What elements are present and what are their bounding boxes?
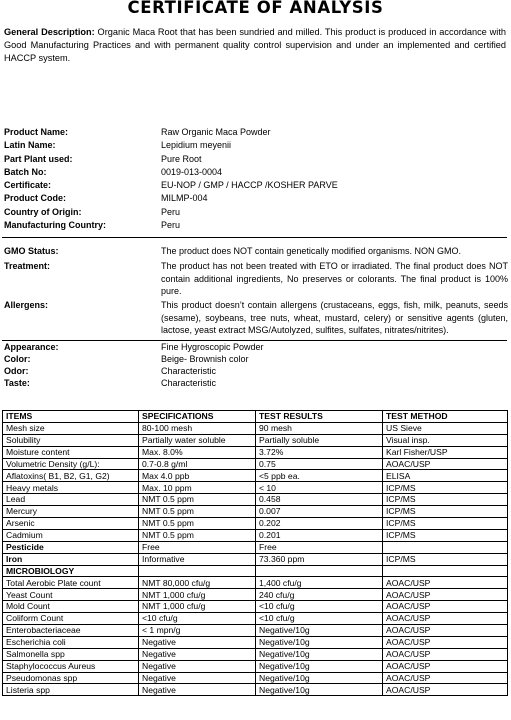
product-info-value: Raw Organic Maca Powder <box>161 127 271 137</box>
table-row <box>3 434 508 446</box>
specification-cell: 0.7-0.8 g/ml <box>139 458 256 470</box>
test-result-cell: Negative/10g <box>256 684 383 696</box>
item-cell: MICROBIOLOGY <box>3 565 139 577</box>
test-method-cell: AOAC/USP <box>383 660 508 672</box>
test-method-cell: AOAC/USP <box>383 672 508 684</box>
specification-cell: Max. 10 ppm <box>139 482 256 494</box>
table-row <box>3 648 508 660</box>
allergens-label: Allergens: <box>4 300 49 310</box>
specification-cell: Max. 8.0% <box>139 446 256 458</box>
table-row <box>3 422 508 434</box>
test-result-cell: Negative/10g <box>256 636 383 648</box>
organoleptic-label: Taste: <box>4 377 30 388</box>
table-row <box>3 613 508 625</box>
specification-cell: NMT 0.5 ppm <box>139 506 256 518</box>
gmo-status-label: GMO Status: <box>4 246 59 256</box>
test-method-cell: AOAC/USP <box>383 577 508 589</box>
test-method-cell: AOAC/USP <box>383 589 508 601</box>
table-row <box>3 684 508 696</box>
test-result-cell: 240 cfu/g <box>256 589 383 601</box>
organoleptic-value: Fine Hygroscopic Powder <box>161 342 264 352</box>
test-result-cell: <10 cfu/g <box>256 613 383 625</box>
organoleptic-value: Characteristic <box>161 377 217 388</box>
table-row <box>3 589 508 601</box>
product-info-row <box>4 153 508 166</box>
table-row <box>3 494 508 506</box>
specification-cell <box>139 565 256 577</box>
product-info-row <box>4 139 508 152</box>
test-method-cell: AOAC/USP <box>383 458 508 470</box>
table-row <box>3 446 508 458</box>
test-result-cell: <10 cfu/g <box>256 601 383 613</box>
test-result-cell: 0.007 <box>256 506 383 518</box>
organoleptic-value: Characteristic <box>161 365 217 376</box>
item-cell: Enterobacteriaceae <box>3 625 139 637</box>
test-method-cell: ICP/MS <box>383 506 508 518</box>
specification-cell: Max 4.0 ppb <box>139 470 256 482</box>
organoleptic-row <box>4 342 508 354</box>
test-result-cell <box>256 565 383 577</box>
gmo-status-value: The product does NOT contain genetically modified organisms. NON GMO. <box>161 246 461 256</box>
table-row <box>3 601 508 613</box>
product-info-label: Batch No: <box>4 166 47 177</box>
treatment-label: Treatment: <box>4 261 51 271</box>
product-info-value: EU-NOP / GMP / HACCP /KOSHER PARVE <box>161 180 338 191</box>
table-row <box>3 636 508 648</box>
specification-cell: Negative <box>139 636 256 648</box>
column-header-items: ITEMS <box>3 411 139 423</box>
test-result-cell: 0.75 <box>256 458 383 470</box>
organoleptic-list <box>4 342 508 390</box>
test-result-cell: <5 ppb ea. <box>256 470 383 482</box>
table-row <box>3 518 508 530</box>
item-cell: Cadmium <box>3 529 139 541</box>
test-result-cell: Negative/10g <box>256 648 383 660</box>
specification-cell: Negative <box>139 672 256 684</box>
item-cell: Mold Count <box>3 601 139 613</box>
specification-cell: NMT 0.5 ppm <box>139 494 256 506</box>
item-cell: Moisture content <box>3 446 139 458</box>
item-cell: Total Aerobic Plate count <box>3 577 139 589</box>
specification-cell: Partially water soluble <box>139 434 256 446</box>
test-method-cell <box>383 541 508 553</box>
specification-cell: NMT 0.5 ppm <box>139 518 256 530</box>
product-info-label: Part Plant used: <box>4 153 73 164</box>
column-header-test-results: TEST RESULTS <box>256 411 383 423</box>
column-header-specifications: SPECIFICATIONS <box>139 411 256 423</box>
item-cell: Mercury <box>3 506 139 518</box>
organoleptic-row <box>4 354 508 366</box>
table-row <box>3 470 508 482</box>
test-method-cell: AOAC/USP <box>383 684 508 696</box>
item-cell: Volumetric Density (g/L): <box>3 458 139 470</box>
specification-cell: Negative <box>139 648 256 660</box>
item-cell: Pesticide <box>3 541 139 553</box>
divider <box>2 237 507 238</box>
table-row <box>3 672 508 684</box>
test-result-cell: Negative/10g <box>256 672 383 684</box>
product-info-value: Pure Root <box>161 153 202 164</box>
item-cell: Escherichia coli <box>3 636 139 648</box>
table-row <box>3 577 508 589</box>
specification-cell: Negative <box>139 684 256 696</box>
table-row <box>3 529 508 541</box>
test-result-cell: 1,400 cfu/g <box>256 577 383 589</box>
specification-cell: Informative <box>139 553 256 565</box>
divider <box>2 340 507 341</box>
test-method-cell: ICP/MS <box>383 518 508 530</box>
test-result-cell: Free <box>256 541 383 553</box>
test-result-cell: Partially soluble <box>256 434 383 446</box>
test-method-cell: ICP/MS <box>383 482 508 494</box>
product-info-row <box>4 126 508 139</box>
item-cell: Mesh size <box>3 422 139 434</box>
test-result-cell: 0.458 <box>256 494 383 506</box>
specification-cell: Negative <box>139 660 256 672</box>
organoleptic-label: Appearance: <box>4 342 59 352</box>
item-cell: Heavy metals <box>3 482 139 494</box>
test-method-cell: AOAC/USP <box>383 636 508 648</box>
item-cell: Arsenic <box>3 518 139 530</box>
general-description-label: General Description: <box>4 27 95 37</box>
table-row <box>3 565 508 577</box>
organoleptic-label: Odor: <box>4 365 29 376</box>
product-info-list <box>4 126 508 232</box>
test-result-cell: 3.72% <box>256 446 383 458</box>
treatment-value: The product has not been treated with ETO or irradiated. The final product does NOT contain additional ingredients, No preserves or colorants. The final product is 100% pure. <box>161 261 508 297</box>
general-description-text: Organic Maca Root that has been sundried and milled. This product is produced in accordance with Good Manufacturing Practices and with permanent quality control supervision and under an implemented and certified HACCP system. <box>4 27 506 63</box>
test-method-cell <box>383 565 508 577</box>
item-cell: Pseudomonas spp <box>3 672 139 684</box>
table-row <box>3 541 508 553</box>
product-info-row <box>4 166 508 179</box>
analysis-table <box>2 410 508 696</box>
item-cell: Lead <box>3 494 139 506</box>
general-description <box>4 26 506 65</box>
table-body <box>3 422 508 695</box>
test-result-cell: Negative/10g <box>256 625 383 637</box>
item-cell: Aflatoxins( B1, B2, G1, G2) <box>3 470 139 482</box>
allergens-value: This product doesn’t contain allergens (crustaceans, eggs, fish, milk, peanuts, seeds (sesame), soybeans, tree nuts, wheat, mustard, celery) or sensitive agents (gluten, lactose, yeast extract MSG/Autolyzed, sulfites, sulfates, nitrates/nitrites). <box>161 300 508 336</box>
product-info-label: Latin Name: <box>4 140 56 151</box>
test-method-cell: ICP/MS <box>383 529 508 541</box>
test-result-cell: 90 mesh <box>256 422 383 434</box>
table-row <box>3 506 508 518</box>
test-method-cell: ELISA <box>383 470 508 482</box>
product-info-value: MILMP-004 <box>161 193 208 204</box>
gmo-status <box>4 245 508 258</box>
table-header-row <box>3 411 508 423</box>
test-result-cell: Negative/10g <box>256 660 383 672</box>
specification-cell: 80-100 mesh <box>139 422 256 434</box>
product-info-value: Peru <box>161 206 181 217</box>
product-info-value: Peru <box>161 220 181 231</box>
allergens <box>4 299 508 337</box>
test-method-cell: AOAC/USP <box>383 613 508 625</box>
item-cell: Solubility <box>3 434 139 446</box>
table-row <box>3 458 508 470</box>
table-row <box>3 625 508 637</box>
test-method-cell: Visual insp. <box>383 434 508 446</box>
organoleptic-row <box>4 366 508 378</box>
product-info-value: Lepidium meyenii <box>161 140 232 151</box>
table-row <box>3 660 508 672</box>
test-method-cell: AOAC/USP <box>383 625 508 637</box>
test-result-cell: 0.201 <box>256 529 383 541</box>
table-row <box>3 553 508 565</box>
organoleptic-row <box>4 378 508 390</box>
test-method-cell: ICP/MS <box>383 494 508 506</box>
table-row <box>3 482 508 494</box>
test-method-cell: AOAC/USP <box>383 648 508 660</box>
specification-cell: Free <box>139 541 256 553</box>
specification-cell: NMT 1,000 cfu/g <box>139 589 256 601</box>
specification-cell: NMT 80,000 cfu/g <box>139 577 256 589</box>
item-cell: Staphylococcus Aureus <box>3 660 139 672</box>
column-header-test-method: TEST METHOD <box>383 411 508 423</box>
product-info-row <box>4 219 508 232</box>
organoleptic-value: Beige- Brownish color <box>161 353 249 364</box>
product-info-value: 0019-013-0004 <box>161 166 223 177</box>
test-method-cell: Karl Fisher/USP <box>383 446 508 458</box>
document-title: CERTIFICATE OF ANALYSIS <box>127 0 384 17</box>
test-result-cell: 73.360 ppm <box>256 553 383 565</box>
test-result-cell: 0.202 <box>256 518 383 530</box>
test-method-cell: ICP/MS <box>383 553 508 565</box>
item-cell: Salmonella spp <box>3 648 139 660</box>
product-info-label: Product Name: <box>4 127 69 137</box>
item-cell: Listeria spp <box>3 684 139 696</box>
product-info-label: Certificate: <box>4 180 52 191</box>
item-cell: Iron <box>3 553 139 565</box>
item-cell: Yeast Count <box>3 589 139 601</box>
product-info-label: Product Code: <box>4 193 66 204</box>
test-method-cell: US Sieve <box>383 422 508 434</box>
product-info-label: Country of Origin: <box>4 206 82 217</box>
item-cell: Coliform Count <box>3 613 139 625</box>
product-info-row <box>4 179 508 192</box>
specification-cell: NMT 0.5 ppm <box>139 529 256 541</box>
product-info-row <box>4 206 508 219</box>
specification-cell: NMT 1,000 cfu/g <box>139 601 256 613</box>
test-method-cell: AOAC/USP <box>383 601 508 613</box>
specification-cell: <10 cfu/g <box>139 613 256 625</box>
treatment <box>4 260 508 298</box>
product-info-label: Manufacturing Country: <box>4 220 106 231</box>
specification-cell: < 1 mpn/g <box>139 625 256 637</box>
product-info-row <box>4 192 508 205</box>
test-result-cell: < 10 <box>256 482 383 494</box>
organoleptic-label: Color: <box>4 353 31 364</box>
